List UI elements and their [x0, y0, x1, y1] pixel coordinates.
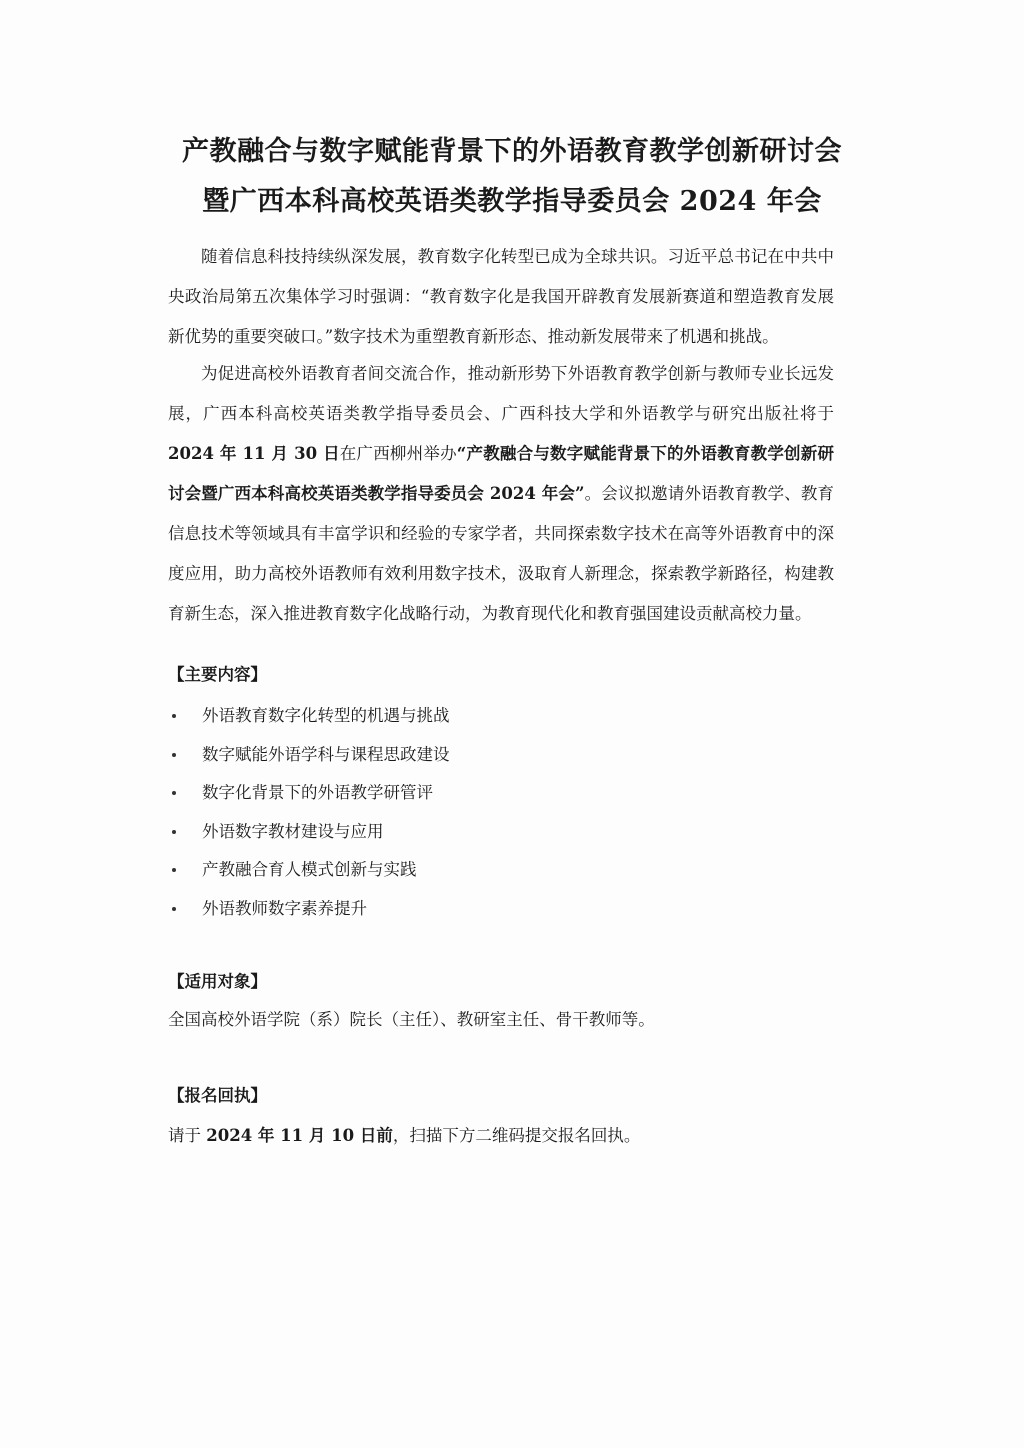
event-date: 2024 年 11 月 30 日 [168, 444, 340, 463]
bullet-icon [172, 830, 176, 834]
list-item-text: 外语数字教材建设与应用 [202, 821, 384, 841]
registration-heading: 【报名回执】 [168, 1086, 267, 1105]
list-item [172, 890, 450, 929]
list-item [172, 851, 450, 890]
intro-paragraph-2 [168, 354, 834, 634]
intro-p2-part-c: 。会议拟邀请外语教育教学、教育信息技术等领域具有丰富学识和经验的专家学者，共同探索数字技术在高等外语教育中的深度应用，助力高校外语教师有效利用数字技术，汲取育人新理念，探索教学新路径，构建教育新生态，深入推进教育数字化战略行动，为教育现代化和教育强国建设贡献高校力量。 [168, 484, 835, 623]
list-item-text: 外语教育数字化转型的机遇与挑战 [202, 706, 450, 726]
intro-p2-part-b: 在广西柳州举办 [339, 444, 457, 463]
bullet-icon [172, 714, 176, 718]
audience-text: 全国高校外语学院（系）院长（主任）、教研室主任、骨干教师等。 [168, 1010, 655, 1029]
registration-text-b: ，扫描下方二维码提交报名回执。 [392, 1126, 641, 1145]
list-item [172, 774, 450, 813]
bullet-icon [172, 753, 176, 757]
intro-p2-part-a: 为促进高校外语教育者间交流合作，推动新形势下外语教育教学创新与教师专业长远发展，广西本科高校英语类教学指导委员会、广西科技大学和外语教学与研究出版社将于 [168, 364, 834, 423]
main-content-heading: 【主要内容】 [168, 665, 267, 684]
document-title-line-2: 暨广西本科高校英语类教学指导委员会 2024 年会 [202, 186, 822, 217]
registration-text-a: 请于 [168, 1126, 207, 1145]
bullet-icon [172, 907, 176, 911]
list-item [172, 697, 450, 736]
event-name: “产教融合与数字赋能背景下的外语教育教学创新研讨会暨广西本科高校英语类教学指导委员会 2024 年会” [168, 444, 834, 503]
list-item [172, 813, 450, 852]
list-item-text: 外语教师数字素养提升 [202, 898, 367, 918]
list-item [172, 736, 450, 775]
list-item-text: 数字赋能外语学科与课程思政建设 [202, 744, 450, 764]
audience-heading: 【适用对象】 [168, 972, 267, 991]
bullet-icon [172, 868, 176, 872]
registration-deadline: 2024 年 11 月 10 日前 [206, 1126, 393, 1145]
intro-paragraph-1: 随着信息科技持续纵深发展，教育数字化转型已成为全球共识。习近平总书记在中共中央政治局第五次集体学习时强调：“教育数字化是我国开辟教育发展新赛道和塑造教育发展新优势的重要突破口。”数字技术为重塑教育新形态、推动新发展带来了机遇和挑战。 [168, 247, 834, 346]
list-item-text: 数字化背景下的外语教学研管评 [202, 783, 433, 803]
main-content-list [172, 697, 450, 928]
bullet-icon [172, 791, 176, 795]
list-item-text: 产教融合育人模式创新与实践 [202, 860, 417, 880]
document-title-line-1: 产教融合与数字赋能背景下的外语教育教学创新研讨会 [182, 136, 842, 167]
registration-text [168, 1123, 640, 1149]
